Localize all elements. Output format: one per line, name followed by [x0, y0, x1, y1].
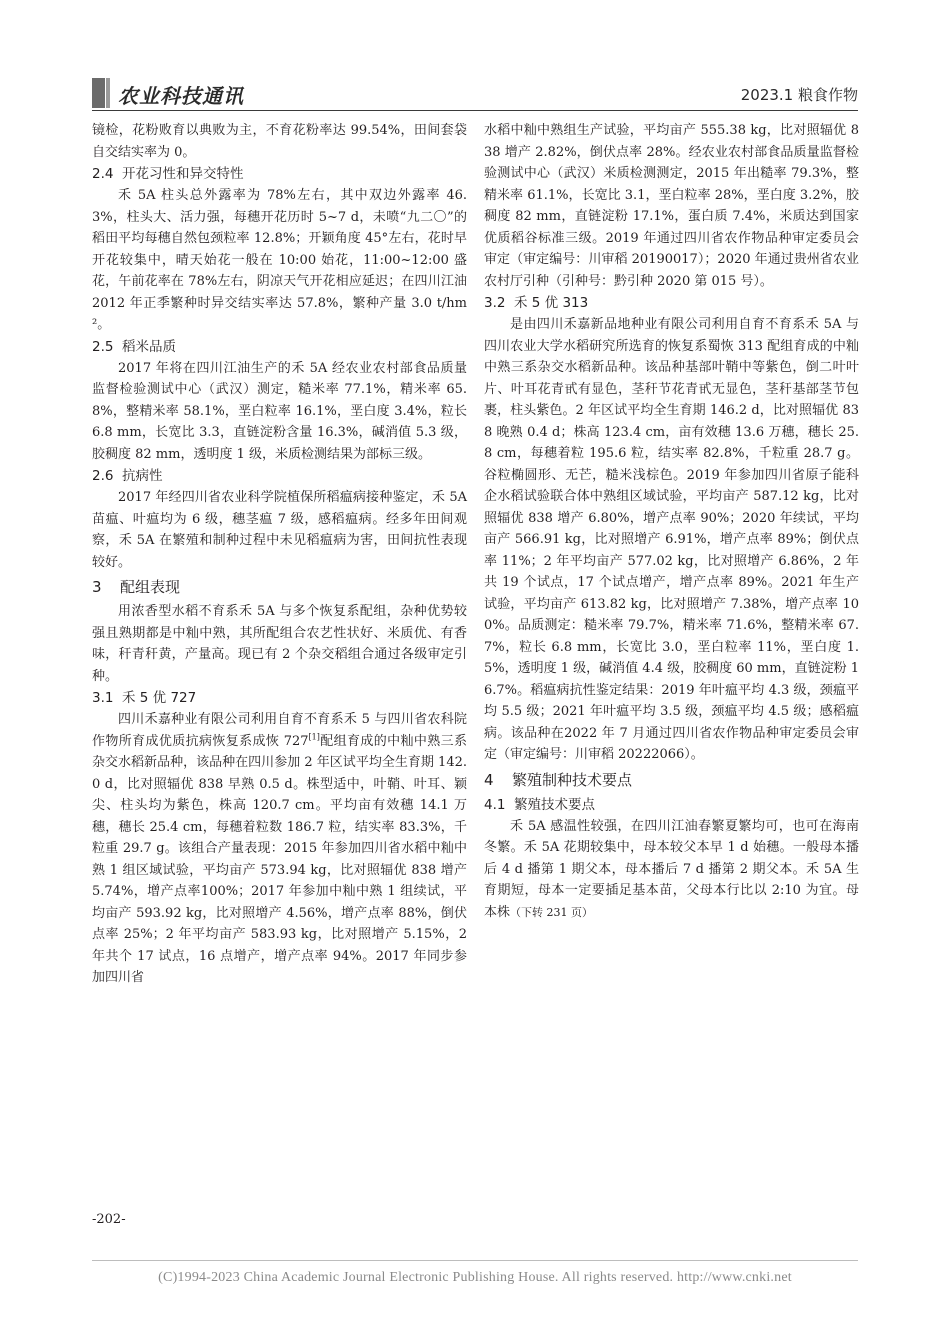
section-4-1-paragraph	[484, 816, 859, 924]
journal-logo: 农业科技通讯	[118, 84, 244, 108]
section-title: 禾 5 优 313	[514, 295, 589, 311]
footer-rule	[92, 1260, 858, 1261]
section-3-2-paragraph: 是由四川禾嘉新品地种业有限公司利用自育不育系禾 5A 与四川农业大学水稻研究所选育的恢复系蜀恢 313 配组育成的中籼中熟三系杂交水稻新品种。该品种基部叶鞘中等紫色，倒二叶叶片、叶耳花青甙有显色，茎秆节花青甙无显色，茎秆基部茎节包裹，柱头紫色。2 年区试平均全生育期 146.2 d，比对照辐优 838 晚熟 0.4 d；株高 123.4 cm，亩有效穗 13.6 万穗，穗长 25.8 cm，每穗着粒 195.6 粒，结实率 82.8%，千粒重 28.7 g。谷粒椭圆形、无芒，糙米浅棕色。2019 年参加四川省原子能科企水稻试验联合体中熟组区域试验，平均亩产 587.12 kg，比对照辐优 838 增产 6.80%，增产点率 90%；2020 年续试，平均亩产 566.91 kg，比对照增产 6.91%，增产点率 89%；倒伏点率 11%；2 年平均亩产 577.02 kg，比对照增产 6.86%，2 年共 19 个试点，17 个试点增产，增产点率 89%。2021 年生产试验，平均亩产 613.82 kg，比对照增产 7.38%，增产点率 100%。品质测定：糙米率 79.7%，精米率 71.6%，整精米率 67.7%，粒长 6.8 mm，长宽比 3.0，垩白粒率 11%，垩白度 1.5%，透明度 1 级，碱消值 4.4 级，胶稠度 60 mm，直链淀粉 16.7%。稻瘟病抗性鉴定结果：2019 年叶瘟平均 4.3 级，颈瘟平均 5.5 级；2021 年叶瘟平均 3.5 级，颈瘟平均 4.5 级；感稻瘟病。该品种在2022 年 7 月通过四川省农作物品种审定委员会审定（审定编号：川审稻 20222066）。	[484, 317, 859, 762]
section-3-2-heading	[484, 292, 859, 314]
section-number: 2.5	[92, 338, 114, 355]
paragraph-continued: 水稻中籼中熟组生产试验，平均亩产 555.38 kg，比对照辐优 838 增产 2.82%，倒伏点率 28%。经农业农村部食品质量监督检验测试中心（武汉）米质检测测定，2015 年出糙率 79.3%，整精米率 61.1%，长宽比 3.1，垩白粒率 28%，垩白度 3.2%，胶稠度 82 mm，直链淀粉 17.1%，蛋白质 7.4%，米质达到国家优质稻谷标准三级。2019 年通过四川省农作物品种审定委员会审定（审定编号：川审稻 20190017）；2020 年通过贵州省农业农村厅引种（引种号：黔引种 2020 第 015 号）。	[484, 123, 859, 289]
right-column	[484, 120, 859, 923]
section-2-6-paragraph: 2017 年经四川省农业科学院植保所稻瘟病接种鉴定，禾 5A 苗瘟、叶瘟均为 6 级，穗茎瘟 7 级，感稻瘟病。经多年田间观察，禾 5A 在繁殖和制种过程中未见稻瘟病为害，田间抗性表现较好。	[92, 490, 467, 570]
section-title: 开花习性和异交特性	[122, 166, 244, 182]
section-title: 禾 5 优 727	[122, 690, 197, 706]
copyright-notice: (C)1994-2023 China Academic Journal Electronic Publishing House. All rights reserved. http://www.cnki.net	[158, 1270, 792, 1285]
section-2-6-heading	[92, 465, 467, 487]
section-2-5-heading	[92, 336, 467, 358]
page-number: -202-	[92, 1212, 126, 1227]
section-number: 4	[484, 770, 494, 789]
section-3-heading	[92, 575, 467, 599]
paragraph-text: 四川禾嘉种业有限公司利用自育不育系禾 5 与四川省农科院作物所育成优质抗病恢复系成恢 727	[92, 712, 467, 749]
header-rule	[92, 110, 858, 111]
section-title: 繁殖技术要点	[514, 796, 595, 813]
section-2-4-paragraph: 禾 5A 柱头总外露率为 78%左右，其中双边外露率 46.3%，柱头大、活力强，每穗开花历时 5~7 d，未喷“九二〇”的稻田平均每穗自然包颈粒率 12.8%；开颖角度 45°左右，花时早开花较集中，晴天始花一般在 10:00 始花，11:00~12:00 盛花，午前花率在 78%左右，阴凉天气开花相应延迟；在四川江油 2012 年正季繁种时异交结实率达 57.8%，繁种产量 3.0 t/hm²。	[92, 188, 467, 332]
issue-label: 2023.1 粮食作物	[740, 86, 858, 104]
section-number: 2.4	[92, 166, 114, 182]
section-title: 稻米品质	[122, 338, 176, 355]
section-title: 配组表现	[120, 578, 181, 596]
continuation-note: （下转 231 页）	[510, 905, 594, 919]
section-4-1-heading	[484, 794, 859, 816]
section-title: 繁殖制种技术要点	[512, 770, 633, 789]
section-2-4-heading	[92, 163, 467, 185]
section-3-1-heading	[92, 687, 467, 709]
section-2-5-paragraph: 2017 年将在四川江油生产的禾 5A 经农业农村部食品质量监督检验测试中心（武汉）测定，糙米率 77.1%，精米率 65.8%，整精米率 58.1%，垩白粒率 16.1%，垩白度 3.4%，粒长 6.8 mm，长宽比 3.3，直链淀粉含量 16.3%，碱消值 5.3 级，胶稠度 82 mm，透明度 1 级，米质检测结果为部标三级。	[92, 360, 467, 462]
citation-ref[interactable]: [1]	[308, 732, 320, 742]
section-title: 抗病性	[122, 468, 163, 484]
left-column	[92, 120, 467, 989]
section-4-heading	[484, 768, 859, 792]
header-bar-decoration	[92, 78, 105, 108]
section-3-paragraph: 用浓香型水稻不育系禾 5A 与多个恢复系配组，杂种优势较强且熟期都是中籼中熟，其所配组合农艺性状好、米质优、有香味，秆青秆黄，产量高。现已有 2 个杂交稻组合通过各级审定引种。	[92, 604, 467, 684]
paragraph-text: 禾 5A 感温性较强，在四川江油春繁夏繁均可，也可在海南冬繁。禾 5A 花期较集中，母本较父本早 1 d 始穗。一般母本播后 4 d 播第 1 期父本，母本播后 7 d 播第 2 期父本。禾 5A 生育期短，母本一定要插足基本苗，父母本行比以 2:10 为宜。母本株	[484, 818, 859, 920]
section-number: 3	[92, 578, 102, 596]
section-number: 4.1	[484, 796, 506, 813]
header-bar-decoration-secondary	[106, 78, 110, 108]
paragraph-continued: 镜检，花粉败育以典败为主，不育花粉率达 99.54%，田间套袋自交结实率为 0。	[92, 123, 467, 160]
section-number: 2.6	[92, 468, 114, 484]
section-number: 3.1	[92, 690, 114, 706]
paragraph-text: 配组育成的中籼中熟三系杂交水稻新品种，该品种在四川参加 2 年区试平均全生育期 142.0 d，比对照辐优 838 早熟 0.5 d。株型适中，叶鞘、叶耳、颖尖、柱头均为紫色，株高 120.7 cm。平均亩有效穗 14.1 万穗，穗长 25.4 cm，每穗着粒数 186.7 粒，结实率 83.3%，千粒重 29.7 g。该组合产量表现：2015 年参加四川省水稻中籼中熟 1 组区域试验，平均亩产 573.94 kg，比对照辐优 838 增产 5.74%，增产点率100%；2017 年参加中籼中熟 1 组续试，平均亩产 593.92 kg，比对照增产 4.56%，增产点率 88%，倒伏点率 25%；2 年平均亩产 583.93 kg，比对照增产 5.15%，2 年共个 17 试点，16 点增产，增产点率 94%。2017 年同步参加四川省	[92, 733, 467, 985]
section-3-1-paragraph	[92, 709, 467, 989]
section-number: 3.2	[484, 295, 506, 311]
